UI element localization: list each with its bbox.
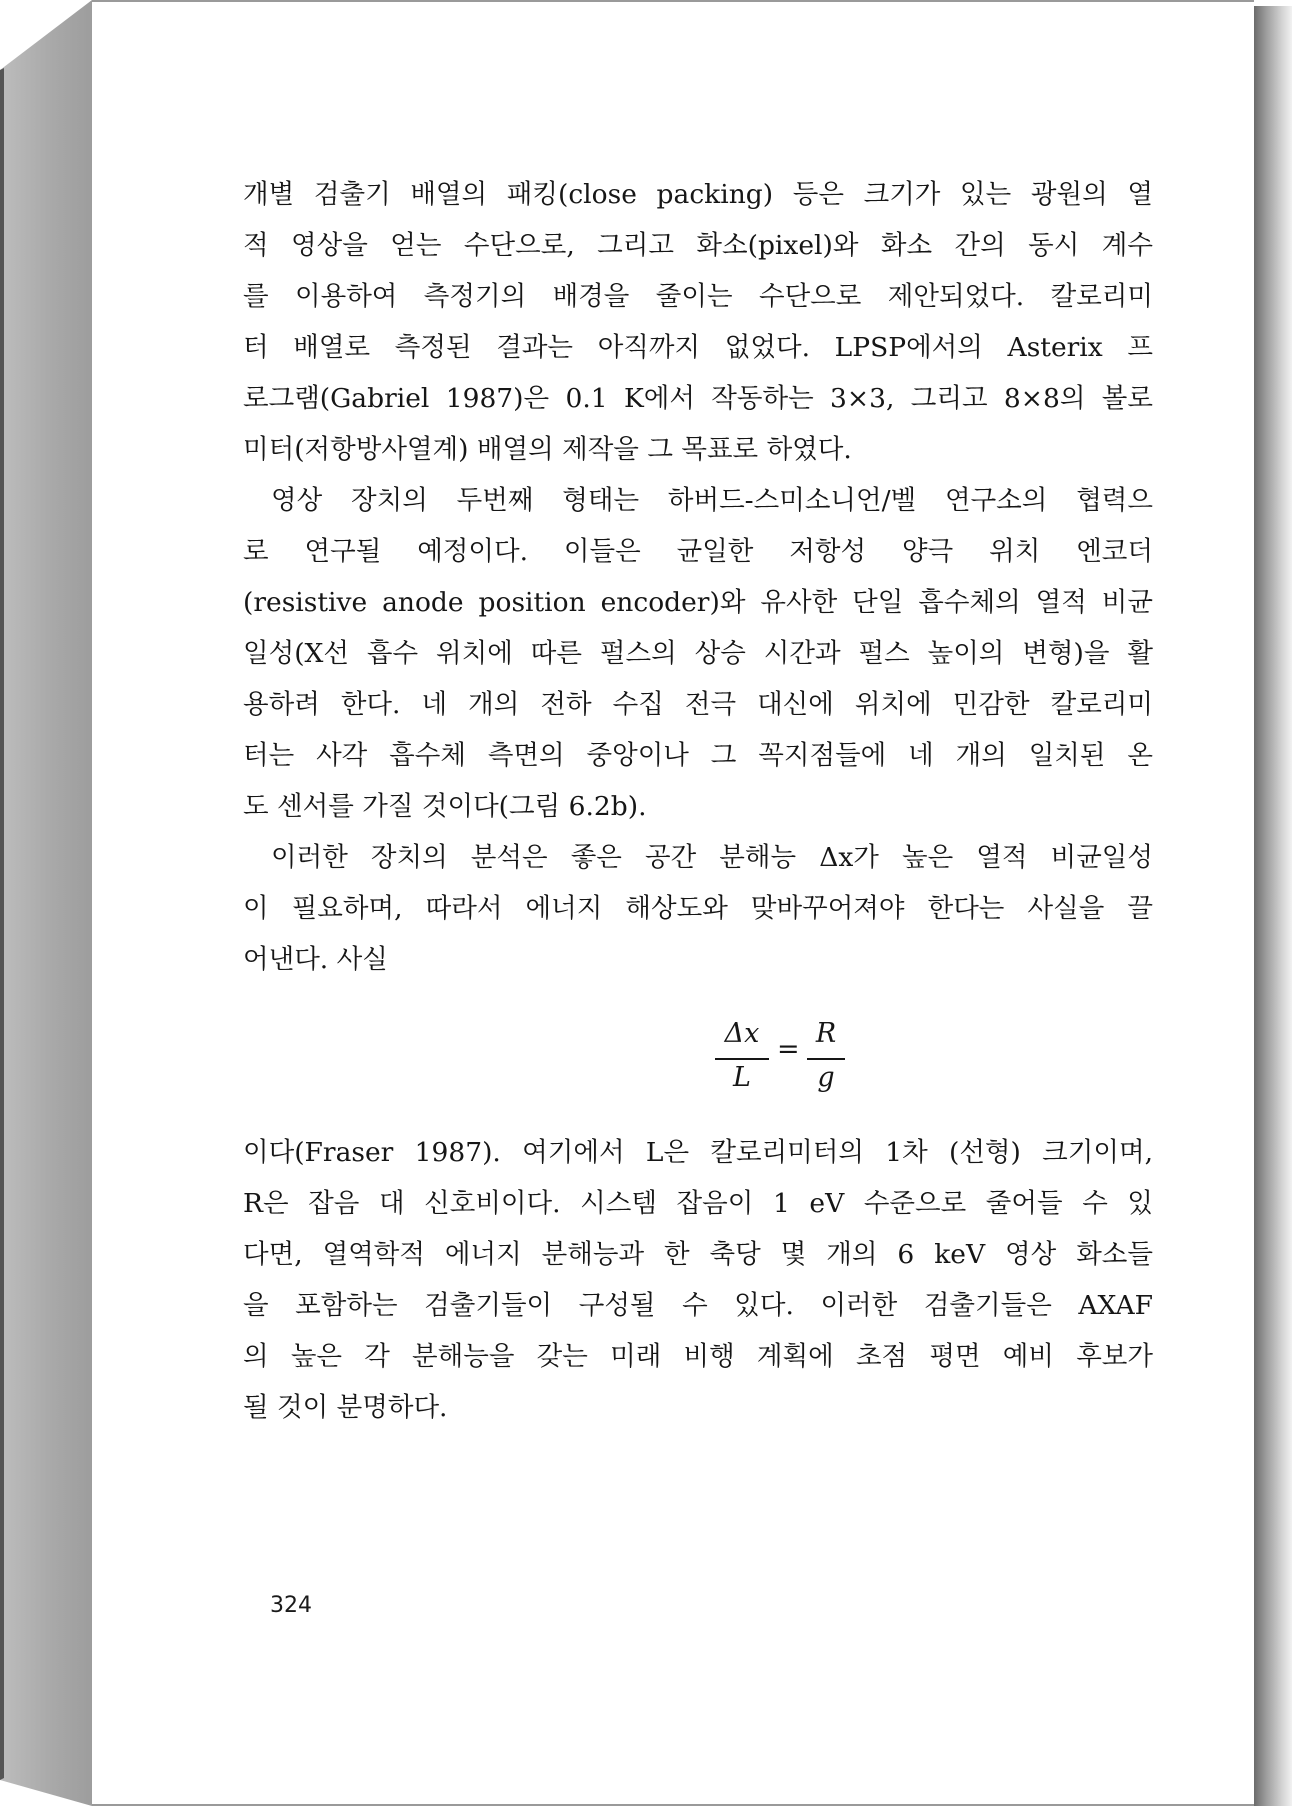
paragraph-3 <box>243 832 1153 985</box>
text-line: 로그램(Gabriel 1987)은 0.1 K에서 작동하는 3×3, 그리고 8×8의 볼로 <box>243 383 1153 414</box>
equation-fraction-left <box>715 1014 769 1104</box>
text-line: 를 이용하여 측정기의 배경을 줄이는 수단으로 제안되었다. 칼로리미 <box>243 281 1153 312</box>
text-line: 적 영상을 얻는 수단으로, 그리고 화소(pixel)와 화소 간의 동시 계수 <box>243 230 1153 261</box>
text-line: 미터(저항방사열계) 배열의 제작을 그 목표로 하였다. <box>243 434 852 465</box>
paragraph-4 <box>243 1127 1153 1433</box>
equals-sign: = <box>777 1034 800 1065</box>
page <box>92 0 1254 1806</box>
paragraph-2 <box>243 475 1153 832</box>
equation-denominator-right: g <box>817 1062 835 1093</box>
text-line: (resistive anode position encoder)와 유사한 단일 흡수체의 열적 비균 <box>243 587 1153 618</box>
text-line: 다면, 열역학적 에너지 분해능과 한 축당 몇 개의 6 keV 영상 화소들 <box>243 1239 1153 1270</box>
equation-fraction-right <box>807 1014 845 1104</box>
text-line: 이 필요하며, 따라서 에너지 해상도와 맞바꾸어져야 한다는 사실을 끌 <box>243 893 1153 924</box>
body-text <box>243 169 1153 1423</box>
text-line: 일성(X선 흡수 위치에 따른 펄스의 상승 시간과 펄스 높이의 변형)을 활 <box>243 638 1153 669</box>
text-line: 이러한 장치의 분석은 좋은 공간 분해능 Δx가 높은 열적 비균일성 <box>271 842 1153 873</box>
text-line: 터 배열로 측정된 결과는 아직까지 없었다. LPSP에서의 Asterix 프 <box>243 332 1153 363</box>
text-line: 도 센서를 가질 것이다(그림 6.2b). <box>243 791 647 822</box>
equation-numerator-left: Δx <box>724 1018 760 1049</box>
text-line: 될 것이 분명하다. <box>243 1392 448 1423</box>
equation-denominator-left: L <box>733 1062 751 1093</box>
fraction-bar <box>715 1058 769 1060</box>
equation-numerator-right: R <box>815 1018 837 1049</box>
text-line: 어낸다. 사실 <box>243 944 388 975</box>
paragraph-1 <box>243 169 1153 475</box>
fraction-bar <box>807 1058 845 1060</box>
text-line: 용하려 한다. 네 개의 전하 수집 전극 대신에 위치에 민감한 칼로리미 <box>243 689 1153 720</box>
text-line: 로 연구될 예정이다. 이들은 균일한 저항성 양극 위치 엔코더 <box>243 536 1153 567</box>
text-line: 터는 사각 흡수체 측면의 중앙이나 그 꼭지점들에 네 개의 일치된 온 <box>243 740 1153 771</box>
page-number: 324 <box>270 1593 312 1618</box>
page-edge-shadow <box>1254 6 1292 1806</box>
text-line: 을 포함하는 검출기들이 구성될 수 있다. 이러한 검출기들은 AXAF <box>243 1290 1153 1321</box>
text-line: R은 잡음 대 신호비이다. 시스템 잡음이 1 eV 수준으로 줄어들 수 있 <box>243 1188 1153 1219</box>
text-line: 이다(Fraser 1987). 여기에서 L은 칼로리미터의 1차 (선형) 크기이며, <box>243 1137 1153 1168</box>
text-line: 의 높은 각 분해능을 갖는 미래 비행 계획에 초점 평면 예비 후보가 <box>243 1341 1153 1372</box>
text-line: 개별 검출기 배열의 패킹(close packing) 등은 크기가 있는 광원의 열 <box>243 179 1153 210</box>
book-spine <box>0 0 92 1806</box>
text-line: 영상 장치의 두번째 형태는 하버드-스미소니언/벨 연구소의 협력으 <box>271 485 1153 516</box>
equation <box>243 1014 1153 1104</box>
